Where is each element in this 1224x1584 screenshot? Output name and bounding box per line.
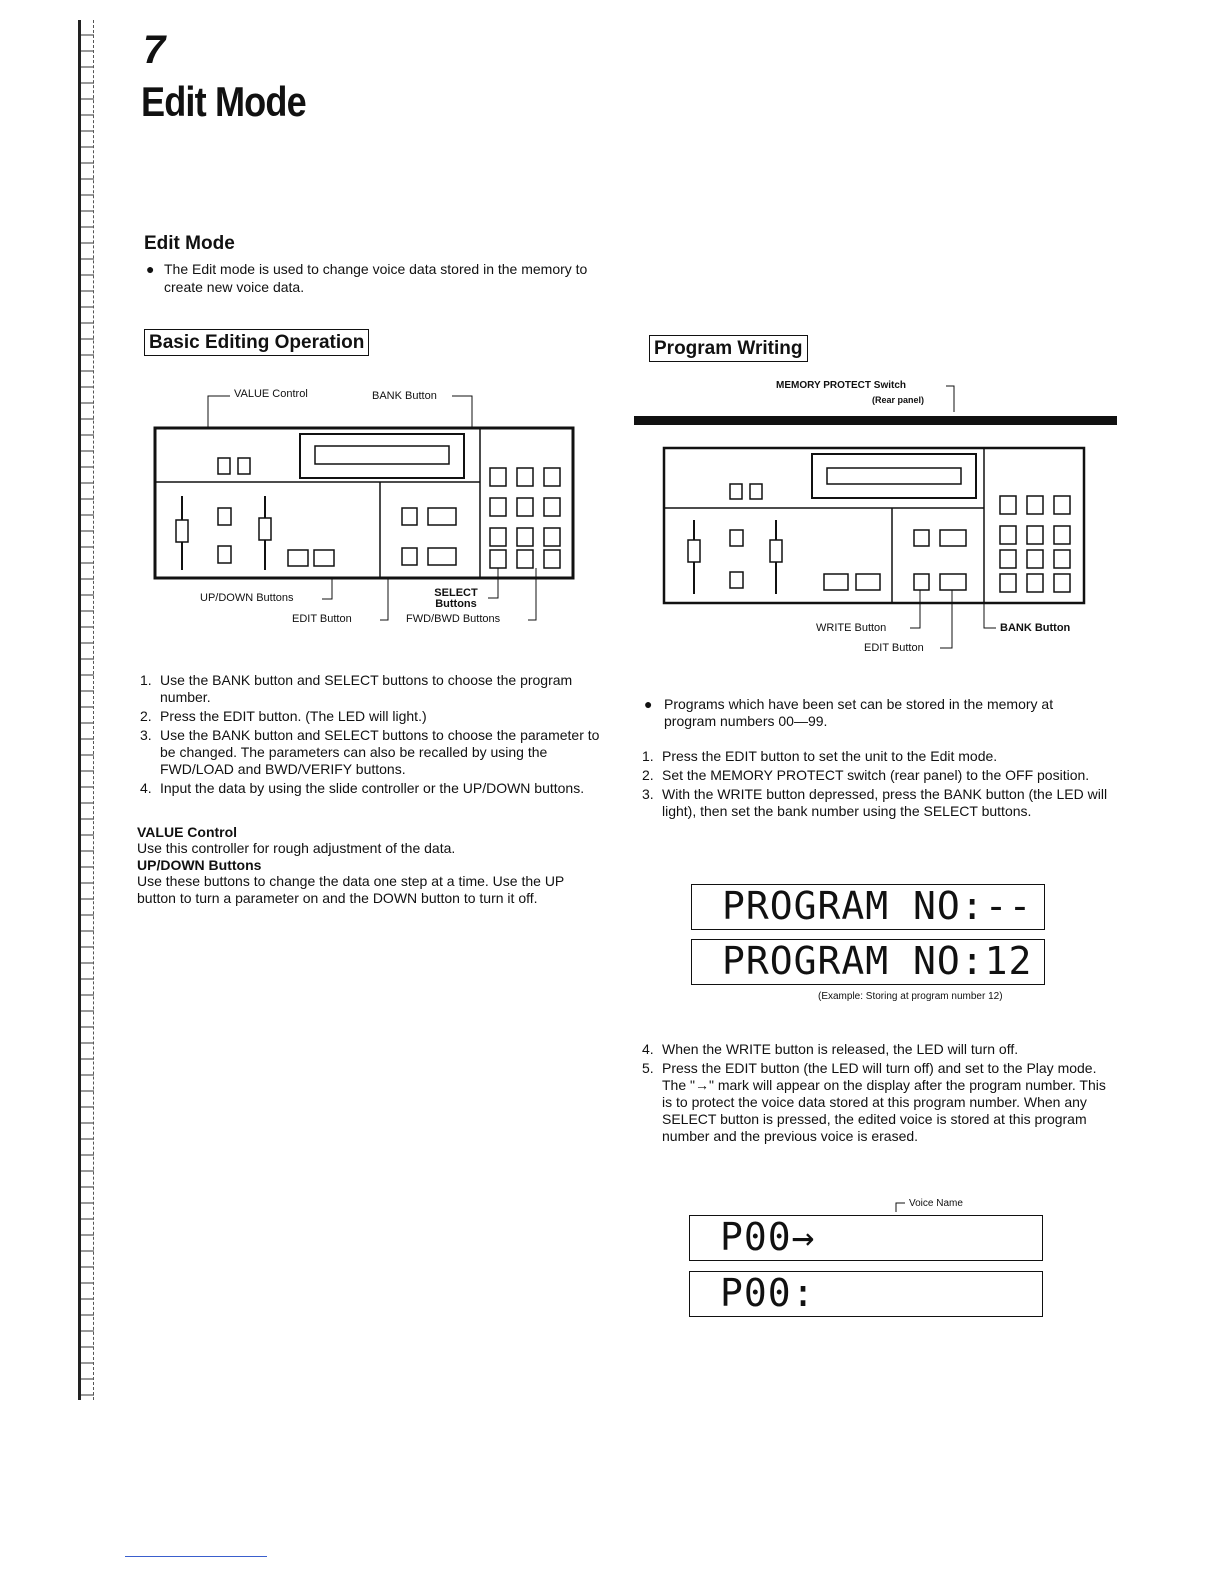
list-item: 5. Press the EDIT button (the LED will turn off) and set to the Play mode.	[642, 1060, 1097, 1076]
basic-editing-heading: Basic Editing Operation	[144, 329, 369, 356]
value-control-heading: VALUE Control	[137, 824, 238, 840]
edit-button-label: EDIT Button	[292, 613, 352, 625]
section-heading-edit-mode: Edit Mode	[144, 233, 235, 254]
basic-editing-steps	[140, 672, 600, 799]
page-title: Edit Mode	[141, 78, 306, 125]
edit-button-label: EDIT Button	[864, 642, 924, 654]
write-button-label: WRITE Button	[816, 622, 887, 634]
list-item: 3. Use the BANK button and SELECT buttons to choose the parameter to be changed. The parameters can also be recalled by using the FWD/LOAD and BWD/VERIFY buttons.	[140, 727, 600, 777]
basic-editing-diagram	[150, 384, 580, 634]
program-writing-diagram	[632, 376, 1122, 656]
list-item: 4. Input the data by using the slide controller or the UP/DOWN buttons.	[140, 780, 585, 796]
list-item: 4. When the WRITE button is released, the LED will turn off.	[642, 1041, 1019, 1057]
lcd-p00-colon: P00:	[689, 1271, 1043, 1317]
program-writing-intro	[644, 696, 1106, 730]
list-item: 2. Press the EDIT button. (The LED will light.)	[140, 708, 427, 724]
lcd-program-no-blank: PROGRAM NO:--	[691, 884, 1045, 930]
front-panel-illustration	[632, 376, 1122, 656]
footer-rule	[125, 1556, 267, 1557]
bullet-icon: ●	[644, 696, 653, 712]
up-down-buttons-label: UP/DOWN Buttons	[200, 592, 294, 604]
program-writing-heading: Program Writing	[649, 335, 808, 362]
edit-mode-intro	[146, 260, 616, 296]
list-item: 1. Press the EDIT button to set the unit to the Edit mode.	[642, 748, 998, 764]
bank-button-label: BANK Button	[372, 390, 437, 402]
bullet-icon: ●	[146, 261, 155, 277]
voice-name-pointer	[893, 1196, 907, 1214]
select-buttons-label: SELECT Buttons	[434, 587, 478, 610]
list-item: 3. With the WRITE button depressed, press the BANK button (the LED will light), then set the bank number using the SELECT buttons.	[642, 786, 1108, 819]
list-item: 1. Use the BANK button and SELECT buttons to choose the program number.	[140, 672, 573, 705]
bank-button-label: BANK Button	[1000, 622, 1071, 634]
updown-text: Use these buttons to change the data one step at a time. Use the UP button to turn a parameter on and the DOWN button to turn it off.	[137, 873, 565, 906]
list-item: 2. Set the MEMORY PROTECT switch (rear panel) to the OFF position.	[642, 767, 1090, 783]
updown-heading: UP/DOWN Buttons	[137, 857, 262, 873]
chapter-number: 7	[143, 28, 166, 72]
lcd-p00-arrow: P00→	[689, 1215, 1043, 1261]
program-writing-bullet: Programs which have been set can be stored in the memory at program numbers 00—99.	[664, 696, 1054, 729]
lcd-caption: (Example: Storing at program number 12)	[818, 991, 1003, 1002]
voice-name-label: Voice Name	[909, 1198, 963, 1209]
value-control-label: VALUE Control	[234, 388, 308, 400]
memory-protect-label: MEMORY PROTECT Switch	[776, 380, 907, 391]
program-writing-steps-a	[642, 748, 1108, 822]
lcd-program-no-12: PROGRAM NO:12	[691, 939, 1045, 985]
fwd-bwd-buttons-label: FWD/BWD Buttons	[406, 613, 501, 625]
controls-description	[137, 814, 599, 907]
binding-edge	[78, 20, 94, 1400]
rear-panel-label: (Rear panel)	[872, 395, 925, 405]
value-control-text: Use this controller for rough adjustment of the data.	[137, 840, 456, 856]
program-writing-steps-b	[642, 1041, 1108, 1145]
step5-note: The "→" mark will appear on the display after the program number. This is to protect the voice data stored at this program number. When any SELECT button is pressed, the edited voice is stored at this program number and the previous voice is erased.	[662, 1077, 1106, 1144]
intro-text: The Edit mode is used to change voice data stored in the memory to create new voice data.	[164, 261, 588, 295]
